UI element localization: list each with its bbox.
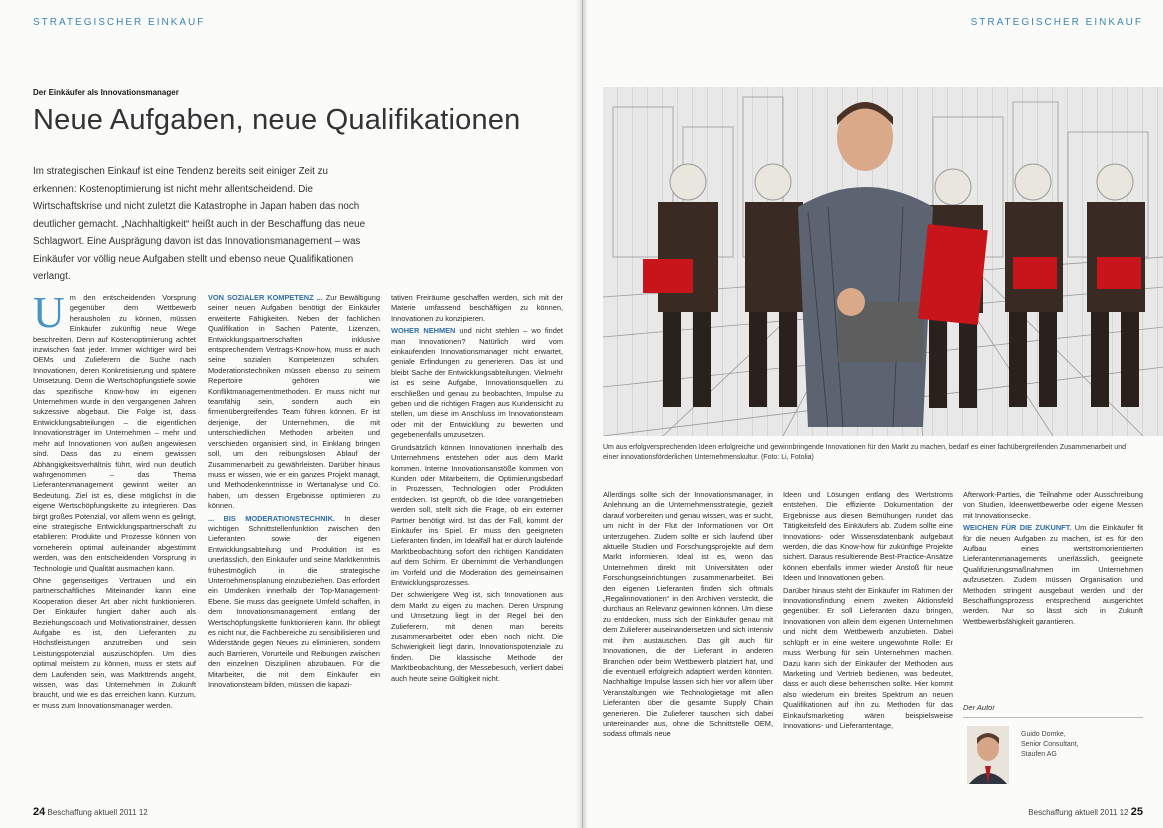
text-column-1	[33, 288, 196, 713]
photo-caption: Um aus erfolgversprechenden Ideen erfolgreiche und gewinnbringende Innovationen für den Markt zu machen, bedarf es einer fachübergreifenden Zusammenarbeit und einer innovationsförderlichen Unternehmenskultur. (Foto: Li, Fotolia)	[603, 444, 1126, 461]
paragraph-text: und nicht stehlen – wo findet man Innovationen? Natürlich wird vom einkaufenden Innovationsmanager nicht erwartet, geniale Erfindungen zu generieren. Das ist und bleibt Sache der Entwicklungsabteilungen. Vielmehr ist es seine Aufgabe, Innovationsquellen zu erschließen und genau zu beobachten, Impulse zu geben und die richtigen Fragen aus Kundensicht zu stellen, um diese im Anschluss im Innovationsteam oder mit der Entwicklung zu bewerten und gegebenenfalls umzusetzen.	[391, 326, 563, 440]
paragraph: Ideen und Lösungen entlang des Wertstroms entstehen. Die effiziente Dokumentation der Ergebnisse aus diesen Bemühungen rundet das Tätigkeitsfeld des Einkäufers ab. Zudem sollte eine Innovations- oder Wissensdatenbank aufgebaut werden, die das Know-how für zukünftige Projekte sichert. Daraus resultierende Best-Practice-Ansätze können ebenfalls immer wieder Anstoß für neue Ideen und Innovationen geben.	[783, 490, 953, 583]
subheading: WOHER NEHMEN	[391, 326, 456, 336]
paragraph	[33, 288, 196, 574]
paragraph: Grundsätzlich können Innovationen innerhalb des Unternehmens entstehen oder aus dem Markt kommen. Interne Innovationsanstöße kommen von Kunden oder Mitarbeitern, die Optimierungsbedarf in Prozessen, Technologien oder Produkten entdecken. Ist geprüft, ob die Idee vorangetrieben werden soll, stellt sich die Frage, ob ein externer Partner benötigt wird. Ist das der Fall, kommt der Einkäufer ins Spiel. Er muss den geeigneten Lieferanten finden, im Idealfall hat er durch laufende Marktbeobachtung sofort den richtigen Kandidaten auf dem Schirm. Er übernimmt die Verhandlungen im Vorfeld und die Moderation des gemeinsamen Entwicklungsprozesses.	[391, 442, 563, 587]
right-page	[582, 0, 1163, 828]
paragraph	[208, 514, 380, 691]
article-lead: Im strategischen Einkauf ist eine Tendenz bereits seit einiger Zeit zu erkennen: Kostenoptimierung ist nicht mehr allentscheidend. Die Wirtschaftskrise und nicht zuletzt die Katastrophe in Japan haben das noch deutlicher gemacht. „Nachhaltigkeit“ heißt auch in der Beschaffung das neue Schlagwort. Eine Ausprägung davon ist das Innovationsmanagement – was Einkäufer vor völlig neue Aufgaben stellt und ebenso neue Qualifikationen verlangt.	[33, 166, 366, 282]
paragraph: Der schwierigere Weg ist, sich Innovationen aus dem Markt zu eigen zu machen. Deren Ursprung und Umsetzung liegt in der Regel bei den Zulieferern, mit denen man bereits zusammenarbeitet oder eben noch nicht. Die Schwierigkeit liegt darin, Innovationspotenziale zu finden. Die klassische Methode der Marktbeobachtung, der Messebesuch, verliert dabei auch heute seine Gültigkeit nicht.	[391, 590, 563, 683]
paragraph: Afterwork-Parties, die Teilnahme oder Ausschreibung von Studien, Ideenwettbewerbe oder eigene Messen mit Innovationsecke.	[963, 490, 1143, 520]
text-column-2	[208, 293, 380, 692]
figure	[1005, 164, 1063, 407]
paragraph	[391, 326, 563, 440]
figure	[643, 164, 718, 407]
author-company: Staufen AG	[1021, 751, 1057, 758]
page-footer	[33, 806, 148, 818]
author-portrait	[967, 726, 1009, 784]
text-column-3	[963, 490, 1143, 629]
author-name: Guido Domke,	[1021, 731, 1066, 738]
section-label: STRATEGISCHER EINKAUF	[970, 17, 1143, 28]
paragraph	[963, 523, 1143, 627]
author-box	[963, 717, 1143, 812]
paragraph: Ohne gegenseitiges Vertrauen und ein partnerschaftliches Miteinander kann eine Kooperation dieser Art aber nicht funktionieren. Der Einkäufer fungiert daher auch als Beziehungscoach und Motivationstrainer, dessen Aufgabe es ist, den Lieferanten zu Höchstleistungen anzutreiben und sein Leistungspotenzial auszuschöpfen. Um dies optimal meistern zu können, muss er stets auf dem Laufenden sein, was Markttrends angeht, wissen, was das Unternehmen in Zukunft braucht, und wie es das erreichen kann. Kurzum, er muss zum Innovationsmanager werden.	[33, 575, 196, 710]
paragraph-text: m den entscheidenden Vorsprung gegenüber dem Wettbewerb herausholen zu können, müssen Einkäufer zukünftig neue Wege beschreiten. Denn auf Kostenoptimierung achtet inzwischen fast jeder. Immer wichtiger wird bei OEMs und Zulieferern die Suche nach Innovationen, deren Konkretisierung und spätere Umsetzung. Denn die Wertschöpfungstiefe sowie das spezifische Know-how im eigenen Unternehmen wurde in den vergangenen Jahren sukzessive abgebaut. Die Folge ist, dass Entwicklungsabteilungen – die eigentlichen Innovationsträger im Unternehmen – mehr und mehr auf Innovationen von außen angewiesen sind. Dass das zu einem gewissen Abhängigkeitsverhältnis führt, wird nun deutlich wahrgenommen – das Thema Lieferantenmanagement gewinnt weiter an Bedeutung. Ziel ist es, diese möglichst in die eigene Wertschöpfungskette zu integrieren. Das birgt großes Potenzial, vor allem wenn es gelingt, eine strategische Entwicklungspartnerschaft zu etablieren: Produkte und Prozesse können von vorneherein optimal aufeinander abgestimmt werden, was den entscheidenden Vorsprung in Technologie und Qualität ausmachen kann.	[33, 293, 196, 573]
figure	[1087, 164, 1145, 407]
paragraph	[208, 293, 380, 512]
page-number: 25	[1130, 806, 1143, 818]
author-title: Senior Consultant,	[1021, 741, 1079, 748]
text-column-3	[391, 293, 563, 686]
paragraph: tativen Freiräume geschaffen werden, sich mit der Materie umfassend beschäftigen zu können, Innovationen zu konzipieren.	[391, 293, 563, 323]
article-kicker: Der Einkäufer als Innovationsmanager	[33, 88, 179, 97]
author-label: Der Autor	[963, 703, 995, 712]
page-footer	[1028, 806, 1143, 818]
drop-cap: U	[33, 288, 65, 337]
subheading: VON SOZIALER KOMPETENZ ...	[208, 293, 323, 302]
text-column-2	[783, 490, 953, 733]
paragraph: Darüber hinaus steht der Einkäufer im Rahmen der Innovationsfindung einem zweiten Aktionsfeld gegenüber. Er soll Lieferanten dazu bringen, Innovationen von allein dem eigenen Unternehmen und nicht dem Wettbewerb anzubieten. Dabei schlüpft er in eine weitere ungewohnte Rolle: Er muss Werbung für sein Unternehmen machen. Dazu kann sich der Einkäufer der Methoden aus Marketing und Vertrieb bedienen, was bedeutet, dass er auch diese beherrschen sollte. Hier kommt also wiederum ein breites Spektrum an neuen Qualifikationen auf ihn zu. Methoden für das Einkaufsmarketing wären beispielsweise Innovations- und Lieferantentage,	[783, 585, 953, 730]
subheading: ... BIS MODERATIONSTECHNIK.	[208, 513, 335, 523]
author-photo	[967, 726, 1009, 784]
article-photo	[603, 87, 1163, 436]
paragraph-text: Um die Einkäufer fit für die neuen Aufgaben zu machen, ist es für den Aufbau eines wertstromorientierten Lieferantenmanagements unerlässlich, geeignete Qualifizierungsmaßnahmen im Unternehmen aufzusetzen. Zudem müssen Organisation und Methoden stringent ausgebaut werden und der Beschaffungsprozess entsprechend ausgerichtet werden. Nur so lässt sich in Zukunft Wettbewerbsfähigkeit garantieren.	[963, 523, 1143, 626]
paragraph-text: In dieser wichtigen Schnittstellenfunktion zwischen den Lieferanten sowie der eigenen Entwicklungsabteilung und Produktion ist es unerlässlich, den Einkäufer und seine Marktkenntnis frühestmöglich in die strategische Unternehmensplanung einzubeziehen. Das erfordert ein Umdenken innerhalb der Top-Management-Ebene. Sie muss das geeignete Umfeld schaffen, in dem Innovationsmanagement entlang der Wertschöpfungskette funktionieren kann. Ihr obliegt es nicht nur, die Fachbereiche zu sensibilisieren und Widerstände gegen Neues zu eliminieren, sondern auch Barrieren, Vorurteile und Reibungen zwischen den einzelnen Disziplinen abzubauen. Für die Mitarbeiter, die mit dem Einkäufer ein Innovationsteam bilden, müssen die kapazi-	[208, 513, 380, 690]
figure	[745, 164, 803, 407]
book-gutter	[576, 0, 588, 828]
paragraph: Allerdings sollte sich der Innovationsmanager, in Anlehnung an die Unternehmensstrategie, gezielt darauf vorbereiten und genau wissen, was er sucht, um nicht in der Flut der Informationen vor Ort unterzugehen. Zudem sollte er sich laufend über aktuelle Studien und Forschungsprojekte auf dem Markt informieren. Ideal ist es, wenn das Unternehmen direkt mit Universitäten oder Forschungseinrichtungen zusammenarbeitet. Bei den eigenen Lieferanten finden sich oftmals „Regalinnovationen“ in den Archiven versteckt, die durchaus an Relevanz gewinnen können. Um diese zu entdecken, muss sich der Einkäufer genau mit dem Zulieferer auseinandersetzen und sich intensiv mit ihm austauschen. Das gilt auch für Innovationen, die der Lieferant in anderen Branchen oder beim Wettbewerb platziert hat, und die eventuell erfolgreich adaptiert werden könnten. Nachhaltige Impulse lassen sich hier vor allem über Veranstaltungen wie Technologietage mit allen Lieferanten über die gesamte Supply Chain generieren. Die Zulieferer tauschen sich dabei untereinander aus, ohne die Schnittstelle OEM, sodass oftmals neue	[603, 490, 773, 739]
page-number: 24	[33, 806, 46, 818]
subheading: WEICHEN FÜR DIE ZUKUNFT.	[963, 523, 1072, 533]
photo-illustration	[603, 87, 1163, 436]
text-column-1	[603, 490, 773, 742]
section-label: STRATEGISCHER EINKAUF	[33, 17, 206, 28]
footer-text: Beschaffung aktuell 2011 12	[1028, 808, 1129, 817]
author-info	[1021, 730, 1079, 760]
paragraph-text: Zur Bewältigung seiner neuen Aufgaben benötigt der Einkäufer erweiterte Fähigkeiten. Neben der fachlichen Qualifikation in Sachen Patente, Lizenzen, Entwicklungspartnerschaften inklusive entsprechendem Vertrags-Know-how, muss er auch seine sozialen Kompetenzen schulen. Moderationstechniken müssen ebenso zu seinem Repertoire gehören wie Konfliktmanagementmethoden. Er muss nicht nur teamfähig sein, sondern auch ein firmenübergreifendes Team führen können. Er ist derjenige, der Unternehmen, die mit unterschiedlichen Methoden arbeiten und verschieden organisiert sind, in Einklang bringen soll, um den reibungslosen Ablauf der Zusammenarbeit zu gewährleisten. Darüber hinaus muss er wissen, wie er ein ganzes Projekt managt, und Methodenkenntnisse in Wertanalyse und Co. haben, um dessen Ergebnisse optimieren zu können.	[208, 293, 381, 511]
footer-text: Beschaffung aktuell 2011 12	[47, 808, 148, 817]
article-headline: Neue Aufgaben, neue Qualifikationen	[33, 104, 521, 136]
